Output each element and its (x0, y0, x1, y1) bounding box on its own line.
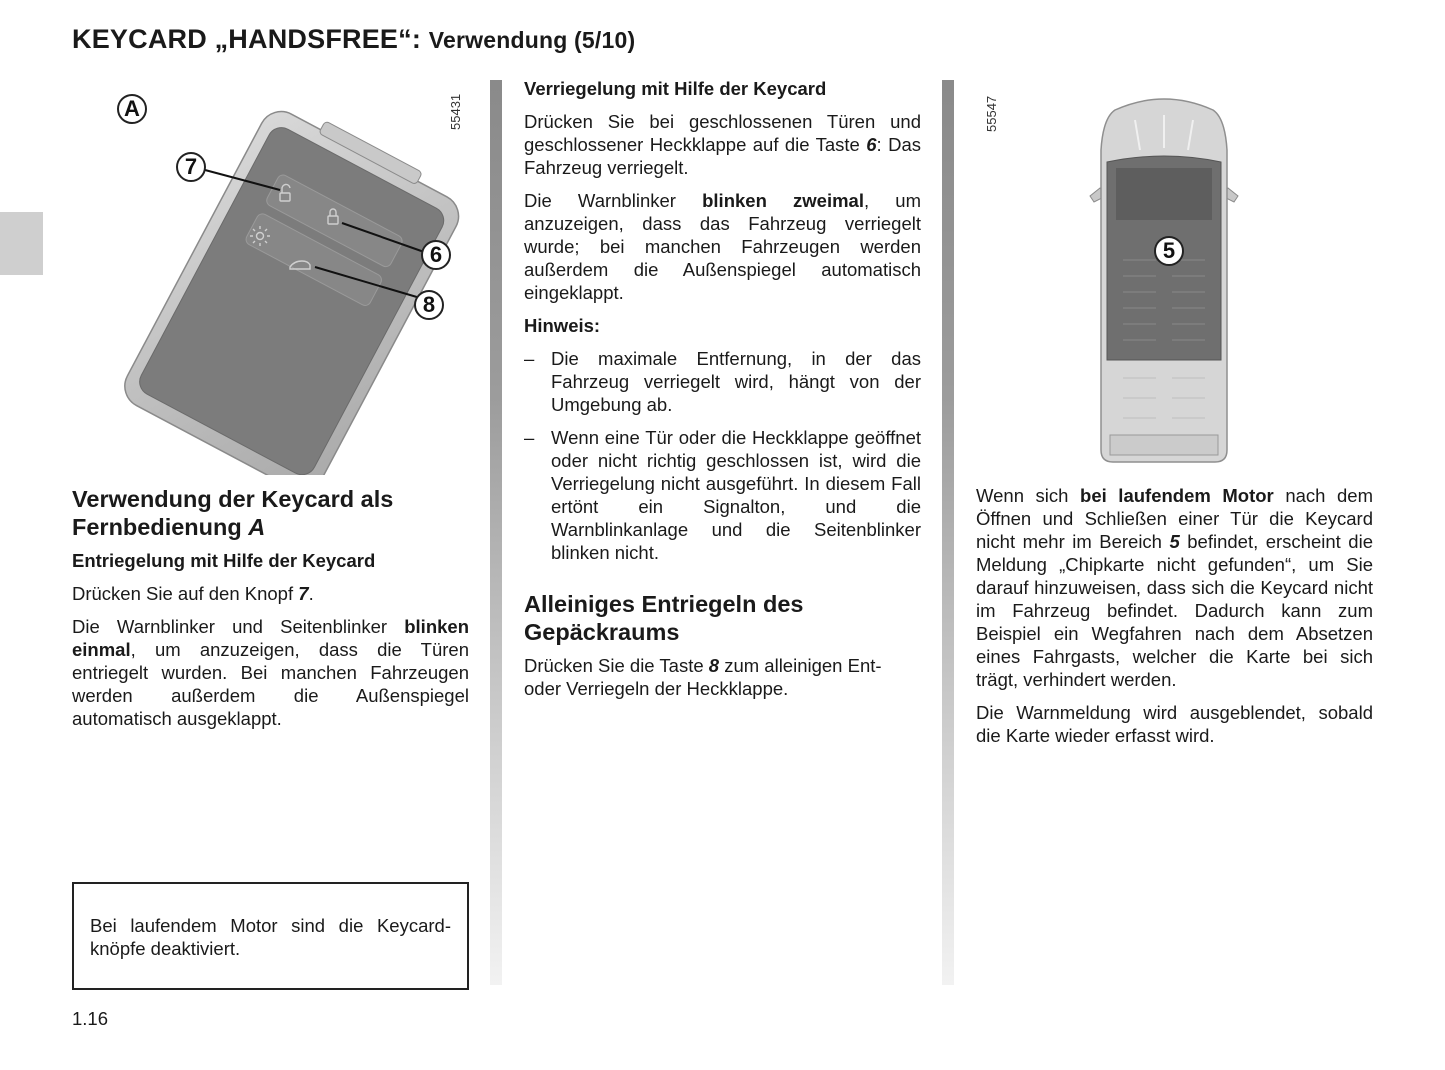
column-separator (490, 80, 502, 985)
callout-8 (414, 290, 444, 320)
hint-item: – Wenn eine Tür oder die Heckklappe geöffnet oder nicht richtig geschlossen ist, wird die Verriegelung nicht ausgeführt. In diesem Fall ertönt ein Signalton, und die Warnblinkanlage und die Seitenblinker blinken nicht. (524, 426, 921, 564)
heading-line: Verwendung der Keycard als (72, 486, 394, 512)
text: zum alleinigen Ent- oder Verriegeln der Heckklappe. (524, 655, 882, 699)
text: Drücken Sie auf den Knopf (72, 583, 299, 604)
callout-7 (176, 152, 206, 182)
subheading-unlock: Entriegelung mit Hilfe der Keycard (72, 550, 376, 571)
column-1 (72, 485, 469, 740)
figure-code: 55431 (448, 93, 463, 130)
van-top-view-illustration (960, 80, 1372, 475)
note-text: Bei laufendem Motor sind die Keycardknöpfe deaktiviert. (90, 915, 451, 959)
section-heading-trunk (524, 590, 921, 646)
keycard-illustration (72, 80, 470, 475)
section-heading-remote (72, 485, 469, 541)
chapter-tab-marker (0, 212, 43, 275)
callout-6 (421, 240, 451, 270)
callout-label: 5 (1162, 238, 1176, 263)
heading-line: Gepäckraums (524, 619, 680, 645)
callout-label: A (124, 96, 140, 121)
text: , um anzuzeigen, dass das Fahrzeug verriegelt wurde; bei manchen Fahrzeugen werden außerdem die Außenspiegel automatisch eingeklappt. (524, 190, 921, 303)
paragraph (524, 654, 921, 700)
column-separator (942, 80, 954, 985)
button-reference: 6 (866, 134, 877, 155)
callout-label: 8 (422, 292, 436, 317)
text: Die Warnblinker und Seitenblinker (72, 616, 405, 637)
text: nach dem Öffnen und Schließen einer Tür die Keycard nicht mehr im Bereich (976, 485, 1373, 552)
text: Wenn sich (976, 485, 1081, 506)
text: Die Warnblinker (524, 190, 703, 211)
column-2 (524, 77, 921, 710)
text: Drücken Sie die Taste (524, 655, 709, 676)
heading-reference: A (248, 514, 266, 540)
hint-label: Hinweis: (524, 315, 601, 336)
text: : Das Fahrzeug verriegelt. (524, 134, 921, 178)
keycard-figure (72, 80, 470, 475)
emphasis: blinken einmal (72, 616, 469, 660)
page-title-main: KEYCARD „HANDSFREE“: (72, 24, 422, 54)
paragraph (72, 582, 469, 605)
paragraph (72, 615, 469, 730)
note-box (72, 882, 469, 990)
paragraph (976, 484, 1373, 691)
figure-code: 55547 (984, 95, 999, 132)
subheading-lock: Verriegelung mit Hilfe der Keycard (524, 78, 827, 99)
page-title-sub: Verwendung (5/10) (428, 27, 636, 53)
page-title (72, 24, 635, 55)
hint-list (524, 347, 921, 564)
text: , um anzuzeigen, dass die Türen entriegelt wurden. Bei manchen Fahrzeugen werden außerdem die Außenspiegel automatisch ausgeklappt. (72, 639, 469, 729)
emphasis: blinken zweimal (702, 190, 864, 211)
callout-label: 6 (429, 242, 443, 267)
vehicle-range-figure (960, 80, 1372, 475)
heading-line: Alleiniges Entriegeln des (524, 591, 804, 617)
button-reference: 8 (708, 655, 720, 676)
emphasis: bei laufendem Motor (1080, 485, 1274, 506)
button-reference: 7 (298, 583, 309, 604)
text: Drücken Sie bei geschlossenen Türen und geschlossener Heckklappe auf die Taste (524, 111, 921, 155)
hint-item: – Die maximale Entfernung, in der das Fahrzeug verriegelt wird, hängt von der Umgebung ab. (524, 347, 921, 416)
paragraph (524, 110, 921, 179)
column-3 (976, 484, 1373, 757)
paragraph: Die Warnmeldung wird ausgeblendet, sobald die Karte wieder erfasst wird. (976, 702, 1373, 746)
text: befindet, erscheint die Meldung „Chipkarte nicht gefunden“, um Sie darauf hinzuweisen, dass sich die Keycard nicht im Fahrzeug befindet. Dadurch kann zum Beispiel ein Wegfahren nach dem Absetzen eines Fahrgasts, welcher die Karte bei sich trägt, verhindert werden. (976, 531, 1373, 690)
area-reference: 5 (1169, 531, 1180, 552)
text: . (308, 583, 314, 604)
heading-line: Fernbedienung (72, 514, 242, 540)
callout-5 (1154, 236, 1184, 266)
callout-a (117, 94, 147, 124)
page-number: 1.16 (72, 1008, 109, 1029)
callout-label: 7 (184, 154, 198, 179)
paragraph (524, 189, 921, 304)
